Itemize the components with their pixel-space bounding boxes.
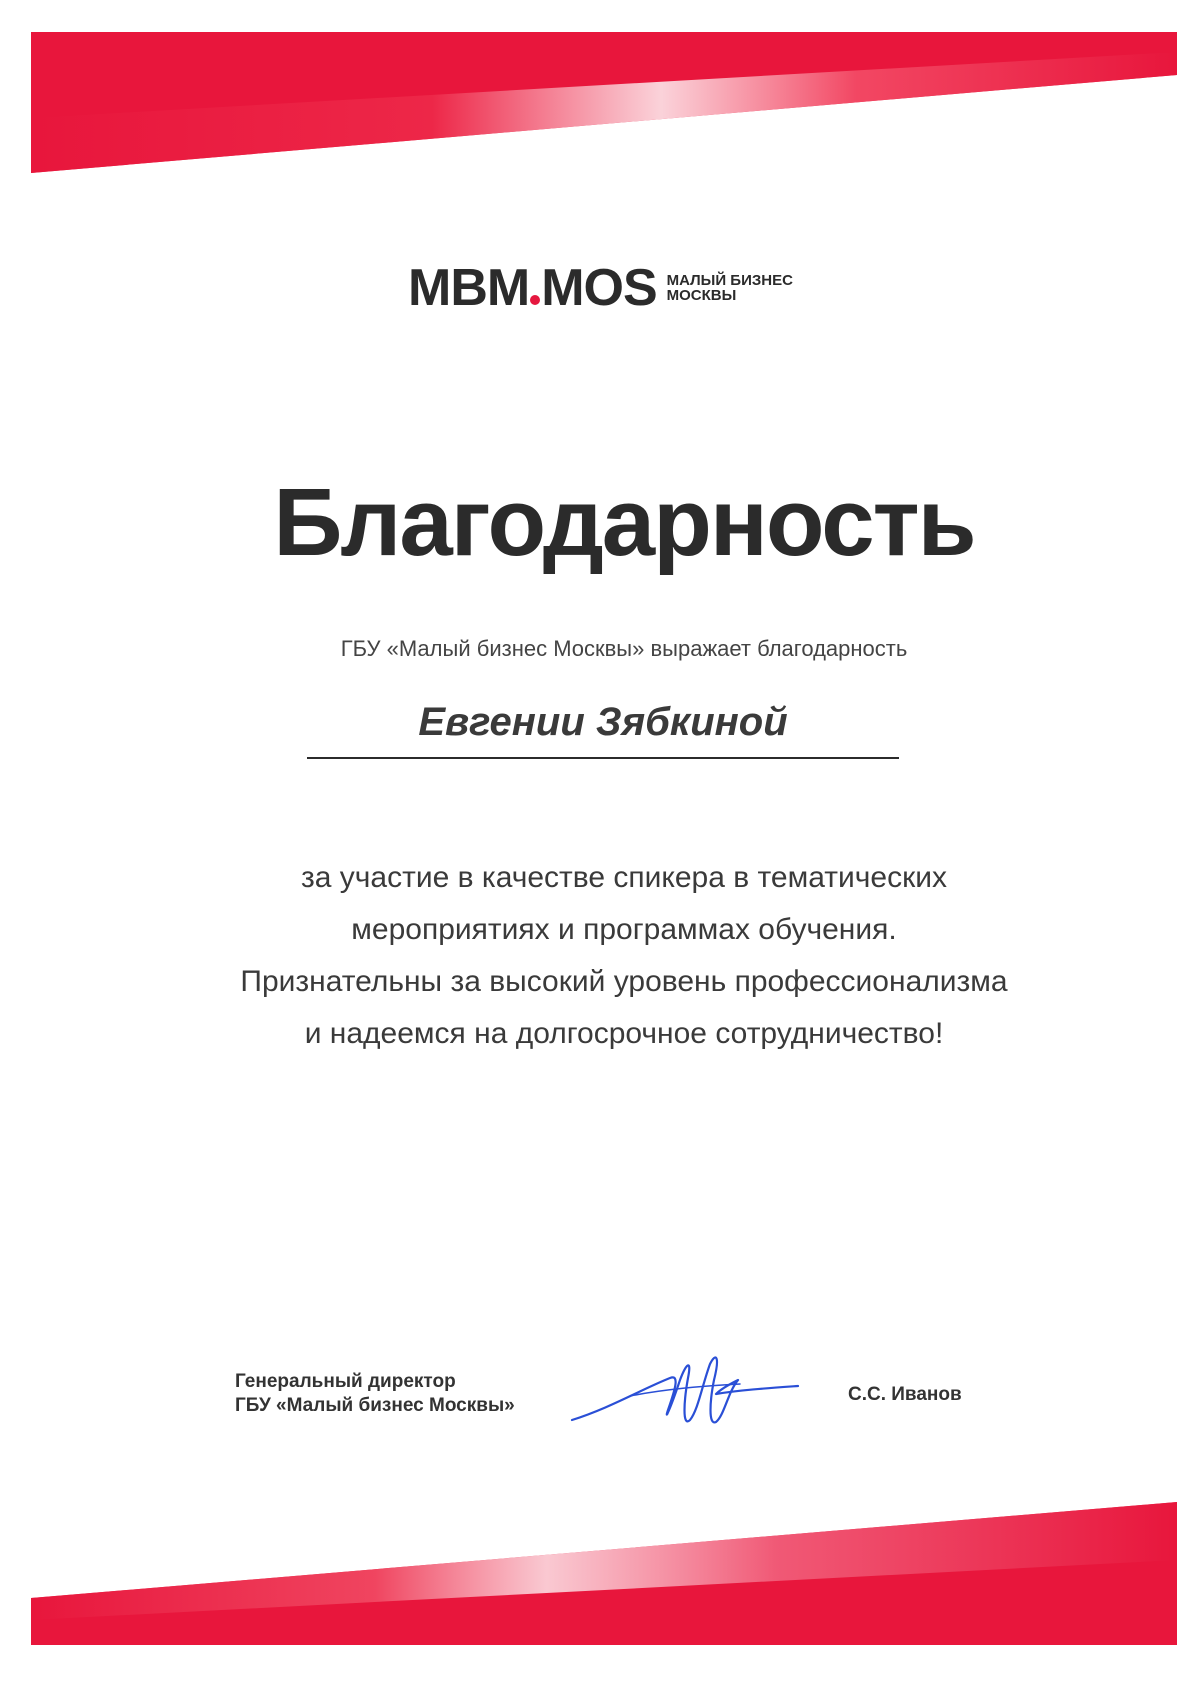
recipient-name: Евгении Зябкиной (418, 700, 788, 744)
mbm-mos-logo (408, 259, 793, 317)
signatory-position (235, 1370, 515, 1418)
intro-text: ГБУ «Малый бизнес Москвы» выражает благодарность (340, 636, 908, 661)
signatory-name: С.С. Иванов (848, 1384, 962, 1405)
logo-brand-left: MBM (408, 259, 530, 317)
body-line-3: Признательны за высокий уровень профессионализма (240, 965, 1008, 998)
signatory-position-line1: Генеральный директор (235, 1371, 456, 1392)
gratitude-body (0, 852, 1200, 1060)
logo-subtitle (667, 273, 793, 303)
recipient-underline (307, 757, 899, 759)
logo-subtitle-line2: МОСКВЫ (666, 287, 737, 304)
logo-wordmark (408, 259, 657, 317)
handwritten-signature (570, 1350, 800, 1440)
logo-brand-right: MOS (541, 259, 657, 317)
logo-subtitle-line1: МАЛЫЙ БИЗНЕС (666, 272, 793, 289)
logo-red-dot (530, 295, 540, 305)
body-line-2: мероприятиях и программах обучения. (351, 913, 897, 946)
body-line-4: и надеемся на долгосрочное сотрудничество! (304, 1017, 944, 1050)
body-line-1: за участие в качестве спикера в тематических (301, 861, 947, 894)
certificate-title: Благодарность (273, 469, 975, 576)
signatory-position-line2: ГБУ «Малый бизнес Москвы» (235, 1395, 515, 1416)
